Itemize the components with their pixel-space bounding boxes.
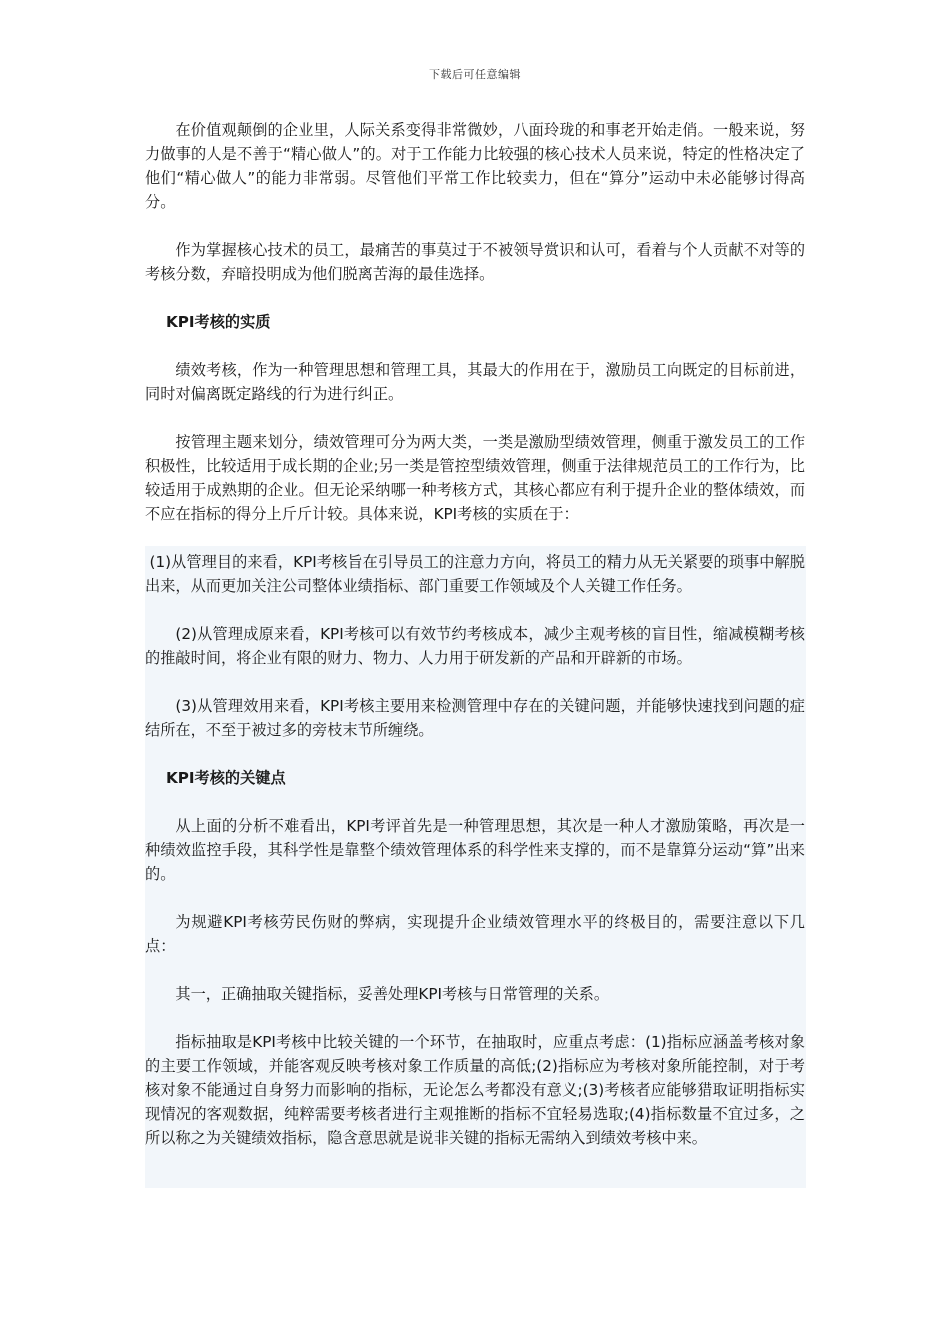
section-heading: KPI考核的实质 (166, 313, 271, 331)
paragraph: 指标抽取是KPI考核中比较关键的一个环节，在抽取时，应重点考虑：(1)指标应涵盖考核对象的主要工作领域，并能客观反映考核对象工作质量的高低;(2)指标应为考核对象所能控制，对于考核对象不能通过自身努力而影响的指标，无论怎么考都没有意义;(3)考核者应能够猎取证明指标实现情况的客观数据，纯粹需要考核者进行主观推断的指标不宜轻易选取;(4)指标数量不宜过多，之所以称之为关键绩效指标，隐含意思就是说非关键的指标无需纳入到绩效考核中来。 (145, 1033, 805, 1147)
list-paragraph: (2)从管理成原来看，KPI考核可以有效节约考核成本，减少主观考核的盲目性，缩减模糊考核的推敲时间，将企业有限的财力、物力、人力用于研发新的产品和开辟新的市场。 (145, 625, 805, 667)
paragraph: 作为掌握核心技术的员工，最痛苦的事莫过于不被领导赏识和认可，看着与个人贡献不对等的考核分数，弃暗投明成为他们脱离苦海的最佳选择。 (145, 241, 805, 283)
list-paragraph: (1)从管理目的来看，KPI考核旨在引导员工的注意力方向，将员工的精力从无关紧要的琐事中解脱出来，从而更加关注公司整体业绩指标、部门重要工作领域及个人关键工作任务。 (145, 553, 805, 595)
paragraph: 为规避KPI考核劳民伤财的弊病，实现提升企业绩效管理水平的终极目的，需要注意以下几点： (145, 913, 805, 955)
list-paragraph: (3)从管理效用来看，KPI考核主要用来检测管理中存在的关键问题，并能够快速找到问题的症结所在，不至于被过多的旁枝末节所缠绕。 (145, 697, 805, 739)
paragraph: 在价值观颠倒的企业里，人际关系变得非常微妙，八面玲珑的和事老开始走俏。一般来说，努力做事的人是不善于“精心做人”的。对于工作能力比较强的核心技术人员来说，特定的性格决定了他们“精心做人”的能力非常弱。尽管他们平常工作比较卖力，但在“算分”运动中未必能够讨得高分。 (145, 121, 805, 211)
page-header: 下载后可任意编辑 (429, 68, 521, 81)
paragraph: 绩效考核，作为一种管理思想和管理工具，其最大的作用在于，激励员工向既定的目标前进，同时对偏离既定路线的行为进行纠正。 (145, 361, 805, 403)
paragraph: 其一，正确抽取关键指标，妥善处理KPI考核与日常管理的关系。 (175, 985, 610, 1003)
paragraph: 按管理主题来划分，绩效管理可分为两大类，一类是激励型绩效管理，侧重于激发员工的工作积极性，比较适用于成长期的企业;另一类是管控型绩效管理，侧重于法律规范员工的工作行为，比较适用于成熟期的企业。但无论采纳哪一种考核方式，其核心都应有利于提升企业的整体绩效，而不应在指标的得分上斤斤计较。具体来说，KPI考核的实质在于： (145, 433, 805, 523)
document-body (145, 118, 805, 1174)
paragraph: 从上面的分析不难看出，KPI考评首先是一种管理思想，其次是一种人才激励策略，再次是一种绩效监控手段，其科学性是靠整个绩效管理体系的科学性来支撑的，而不是靠算分运动“算”出来的。 (145, 817, 805, 883)
section-heading: KPI考核的关键点 (166, 769, 286, 787)
